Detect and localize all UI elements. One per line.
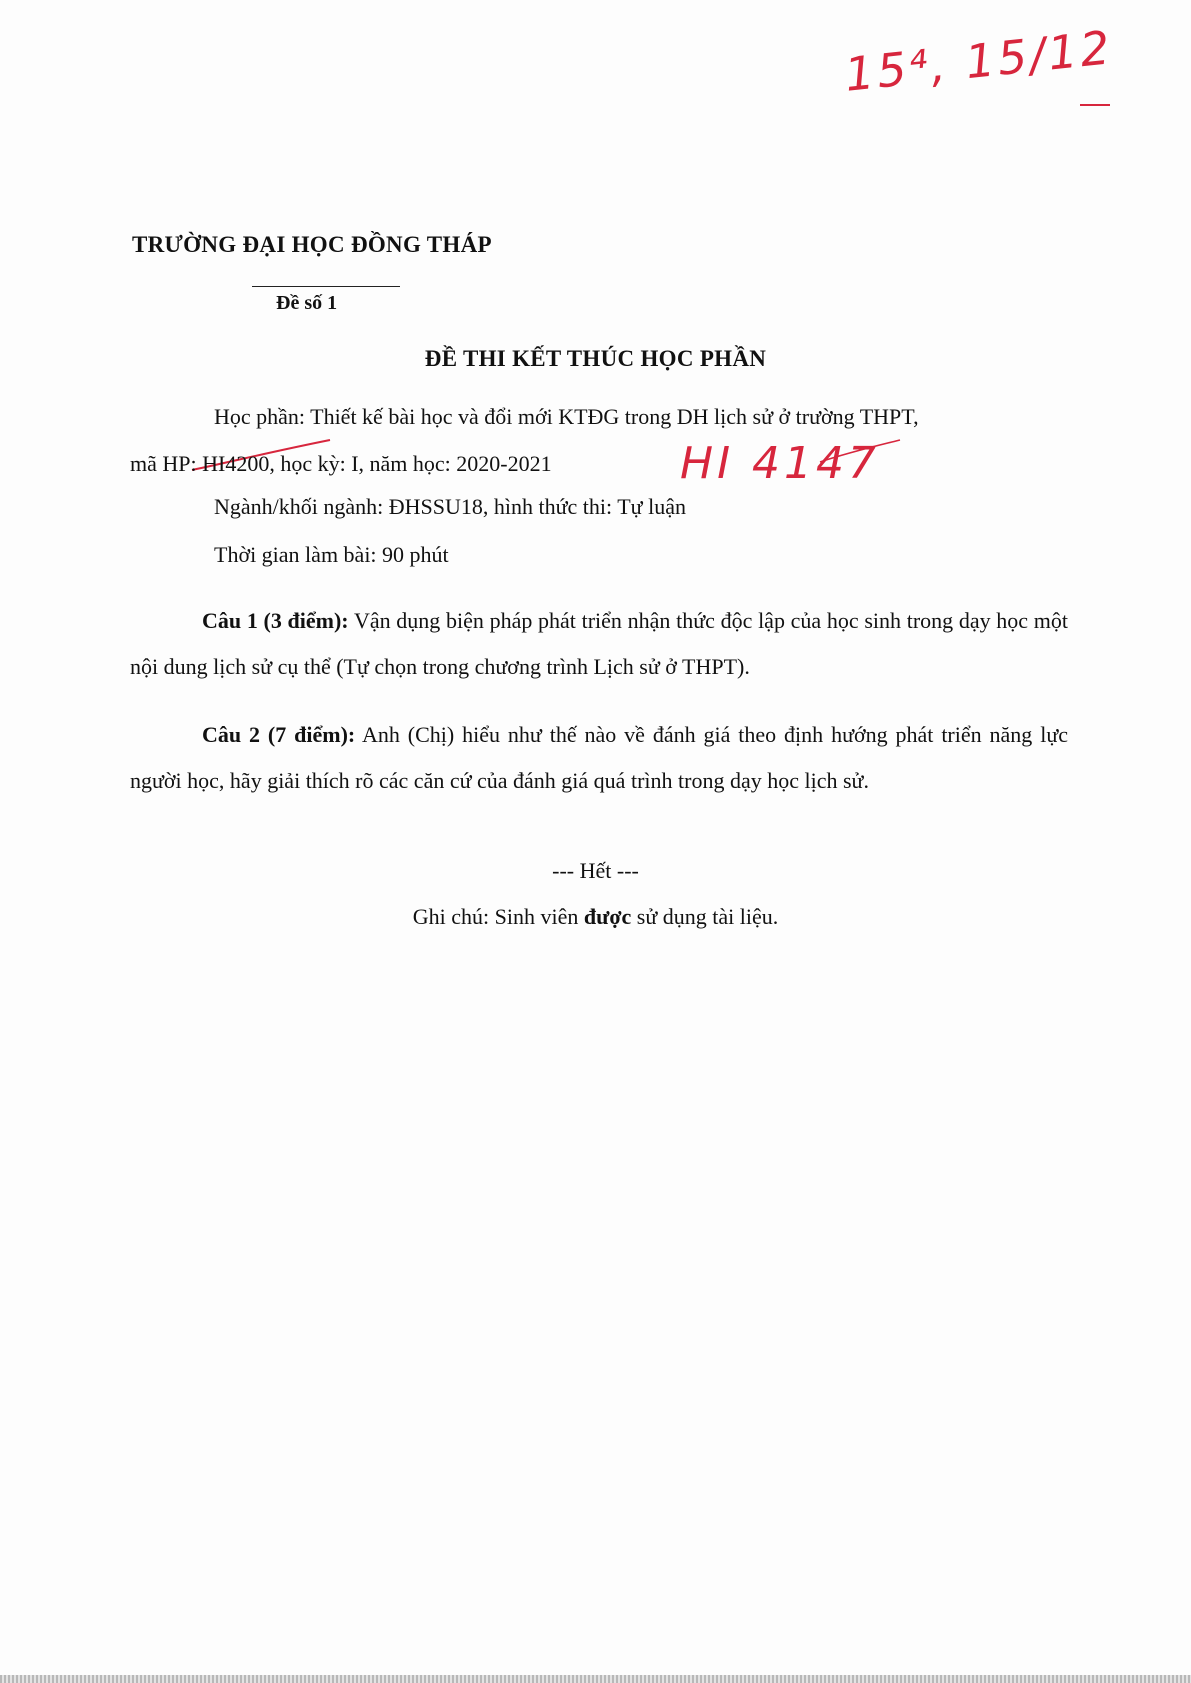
course-info-line-2: mã HP: HI4200, học kỳ: I, năm học: 2020-2021 [130, 451, 552, 476]
handwritten-date-note: 15⁴, 15/12 [842, 20, 1116, 102]
note-suffix: sử dụng tài liệu. [631, 904, 779, 929]
header-divider [252, 286, 400, 287]
footer-note [0, 904, 1191, 930]
question-2 [130, 712, 1068, 804]
handwritten-code-correction: HI 4147 [680, 438, 881, 489]
scan-edge [0, 1675, 1191, 1683]
exam-title: ĐỀ THI KẾT THÚC HỌC PHẦN [424, 346, 767, 371]
question-1-label: Câu 1 (3 điểm): [202, 608, 349, 633]
course-info-line-1: Học phần: Thiết kế bài học và đổi mới KTĐG trong DH lịch sử ở trường THPT, [214, 404, 919, 429]
note-bold: được [583, 904, 632, 929]
note-prefix: Ghi chú: Sinh viên [412, 904, 584, 929]
end-marker: --- Hết --- [552, 858, 639, 883]
exam-number: Đề số 1 [276, 292, 338, 314]
duration-info: Thời gian làm bài: 90 phút [214, 542, 449, 567]
question-2-text: Anh (Chị) hiểu như thế nào về đánh giá theo định hướng phát triển năng lực người học, hãy giải thích rõ các căn cứ của đánh giá quá trình trong dạy học lịch sử. [130, 722, 1069, 793]
handwritten-underline [1080, 104, 1110, 106]
question-1-text: Vận dụng biện pháp phát triển nhận thức độc lập của học sinh trong dạy học một nội dung lịch sử cụ thể (Tự chọn trong chương trình Lịch sử ở THPT). [130, 608, 1068, 679]
major-info: Ngành/khối ngành: ĐHSSU18, hình thức thi: Tự luận [214, 494, 686, 519]
question-1 [130, 598, 1068, 690]
school-name: TRƯỜNG ĐẠI HỌC ĐỒNG THÁP [132, 232, 492, 257]
question-2-label: Câu 2 (7 điểm): [202, 722, 356, 747]
